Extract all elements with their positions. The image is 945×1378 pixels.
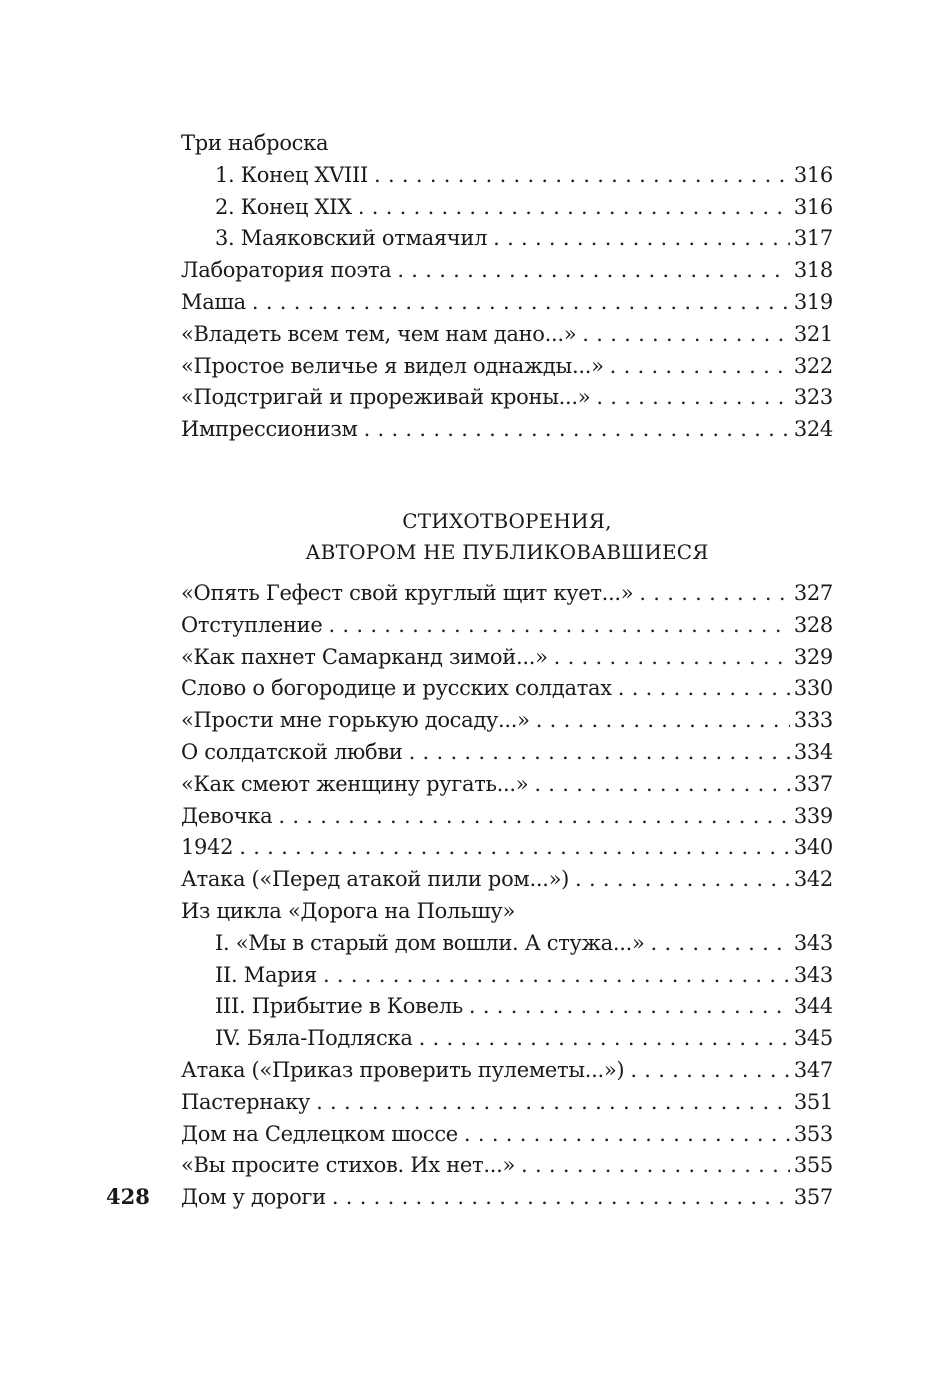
dot-leader	[252, 287, 790, 319]
toc-entry	[181, 1150, 833, 1182]
toc-entry-page: 330	[793, 676, 833, 701]
dot-leader	[618, 673, 790, 705]
toc-entry-title: 1942	[181, 835, 234, 860]
toc-entry-page: 323	[793, 385, 833, 410]
toc-entry-page: 316	[793, 194, 833, 219]
toc-entry-title: «Опять Гефест свой круглый щит кует...»	[181, 581, 634, 605]
toc-entry-page: 340	[793, 835, 833, 860]
toc-entry	[181, 737, 833, 769]
dot-leader	[610, 351, 790, 383]
toc-entry-page: 319	[793, 289, 833, 314]
toc-entry-page: 351	[793, 1089, 833, 1114]
dot-leader	[639, 578, 789, 610]
toc-entry-title: Три наброска	[181, 131, 329, 155]
toc-entry-title: Импрессионизм	[181, 417, 358, 442]
page-number: 428	[106, 1184, 150, 1209]
dot-leader	[278, 801, 789, 833]
toc-entry-title: «Владеть всем тем, чем нам дано...»	[181, 321, 577, 346]
toc-entry-title: Из цикла «Дорога на Польшу»	[181, 898, 516, 923]
toc-entry	[181, 1055, 833, 1087]
toc-entry	[181, 160, 833, 192]
toc-entry	[181, 1119, 833, 1151]
toc-entry-title: IV. Бяла-Подляска	[215, 1026, 413, 1051]
section-heading	[181, 506, 833, 568]
toc-group-heading	[181, 128, 833, 160]
toc-entry-page: 337	[793, 771, 833, 796]
toc-entry-page: 334	[793, 739, 833, 764]
toc-entry-title: «Прости мне горькую досаду...»	[181, 708, 530, 733]
toc-entry-title: Девочка	[181, 803, 273, 828]
dot-leader	[409, 737, 790, 769]
toc-entry-title: Лаборатория поэта	[181, 258, 392, 283]
toc-entry-title: Атака («Перед атакой пили ром...»)	[181, 867, 570, 892]
dot-leader	[239, 832, 790, 864]
dot-leader	[582, 319, 790, 351]
toc-entry	[181, 610, 833, 642]
toc-entry-page: 357	[793, 1185, 833, 1210]
toc-entry	[181, 864, 833, 896]
toc-entry	[181, 673, 833, 705]
toc-entry	[181, 255, 833, 287]
dot-leader	[328, 610, 789, 642]
toc-entry-page: 342	[793, 867, 833, 892]
dot-leader	[358, 192, 790, 224]
toc-entry	[181, 287, 833, 319]
toc-entry	[181, 192, 833, 224]
dot-leader	[469, 991, 790, 1023]
toc-entry-title: Слово о богородице и русских солдатах	[181, 676, 612, 701]
toc-section-2	[181, 578, 833, 1214]
toc-entry-page: 329	[793, 644, 833, 669]
dot-leader	[651, 928, 790, 960]
toc-entry-page: 345	[793, 1026, 833, 1051]
toc-entry-title: 3. Маяковский отмаячил	[215, 226, 488, 251]
toc-entry-page: 344	[793, 994, 833, 1019]
toc-entry-title: Атака («Приказ проверить пулеметы...»)	[181, 1057, 625, 1082]
toc-group-heading	[181, 896, 833, 928]
dot-leader	[575, 864, 790, 896]
toc-entry	[181, 1182, 833, 1214]
toc-section-1	[181, 128, 833, 446]
toc-entry-page: 321	[793, 321, 833, 346]
dot-leader	[364, 414, 790, 446]
toc-entry-title: «Простое величье я видел однажды...»	[181, 353, 604, 378]
dot-leader	[521, 1150, 790, 1182]
toc-entry-page: 316	[793, 162, 833, 187]
toc-entry	[181, 928, 833, 960]
toc-entry	[181, 960, 833, 992]
dot-leader	[534, 769, 789, 801]
toc-entry	[181, 769, 833, 801]
toc-entry-title: 1. Конец XVIII	[215, 162, 369, 187]
toc-entry	[181, 578, 833, 610]
toc-entry-title: «Как смеют женщину ругать...»	[181, 771, 529, 796]
dot-leader	[493, 223, 790, 255]
toc-entry-page: 318	[793, 258, 833, 283]
toc-entry-title: «Как пахнет Самарканд зимой...»	[181, 644, 548, 669]
toc-entry-title: Отступление	[181, 612, 323, 637]
section-heading-line-1: СТИХОТВОРЕНИЯ,	[402, 509, 612, 533]
toc-entry-page: 353	[793, 1121, 833, 1146]
toc-entry	[181, 1023, 833, 1055]
toc-entry-page: 343	[793, 930, 833, 955]
toc-entry	[181, 351, 833, 383]
dot-leader	[464, 1119, 790, 1151]
dot-leader	[332, 1182, 790, 1214]
toc-entry-page: 339	[793, 803, 833, 828]
toc-entry-page: 322	[793, 353, 833, 378]
toc-entry-page: 328	[793, 612, 833, 637]
toc-entry-title: «Подстригай и прореживай кроны...»	[181, 385, 591, 410]
toc-entry-page: 347	[793, 1057, 833, 1082]
toc-entry-page: 343	[793, 962, 833, 987]
toc-entry-title: III. Прибытие в Ковель	[215, 994, 463, 1019]
dot-leader	[630, 1055, 790, 1087]
toc-entry	[181, 991, 833, 1023]
toc-entry-title: Маша	[181, 289, 246, 314]
toc-entry	[181, 832, 833, 864]
toc-entry-title: Дом на Седлецком шоссе	[181, 1121, 458, 1146]
toc-entry	[181, 382, 833, 414]
toc-entry	[181, 801, 833, 833]
toc-entry-title: «Вы просите стихов. Их нет...»	[181, 1153, 516, 1178]
toc-entry-page: 355	[793, 1153, 833, 1178]
toc-entry-page: 317	[793, 226, 833, 251]
toc-entry	[181, 705, 833, 737]
dot-leader	[554, 642, 790, 674]
dot-leader	[536, 705, 790, 737]
toc-entry	[181, 1087, 833, 1119]
toc-entry-title: I. «Мы в старый дом вошли. А стужа...»	[215, 930, 645, 955]
toc-entry-title: II. Мария	[215, 962, 317, 987]
toc-entry	[181, 223, 833, 255]
dot-leader	[596, 382, 790, 414]
dot-leader	[323, 960, 790, 992]
dot-leader	[419, 1023, 790, 1055]
toc-entry	[181, 414, 833, 446]
toc-entry-title: Пастернаку	[181, 1089, 311, 1114]
toc-entry	[181, 319, 833, 351]
dot-leader	[374, 160, 790, 192]
toc-entry-title: О солдатской любви	[181, 739, 403, 764]
toc-entry-title: 2. Конец XIX	[215, 194, 352, 219]
toc-entry	[181, 642, 833, 674]
toc-entry-page: 324	[793, 417, 833, 442]
toc-entry-title: Дом у дороги	[181, 1185, 326, 1210]
dot-leader	[397, 255, 789, 287]
toc-entry-page: 333	[793, 708, 833, 733]
dot-leader	[316, 1087, 790, 1119]
toc-entry-page: 327	[793, 581, 833, 605]
section-heading-line-2: АВТОРОМ НЕ ПУБЛИКОВАВШИЕСЯ	[305, 540, 709, 564]
